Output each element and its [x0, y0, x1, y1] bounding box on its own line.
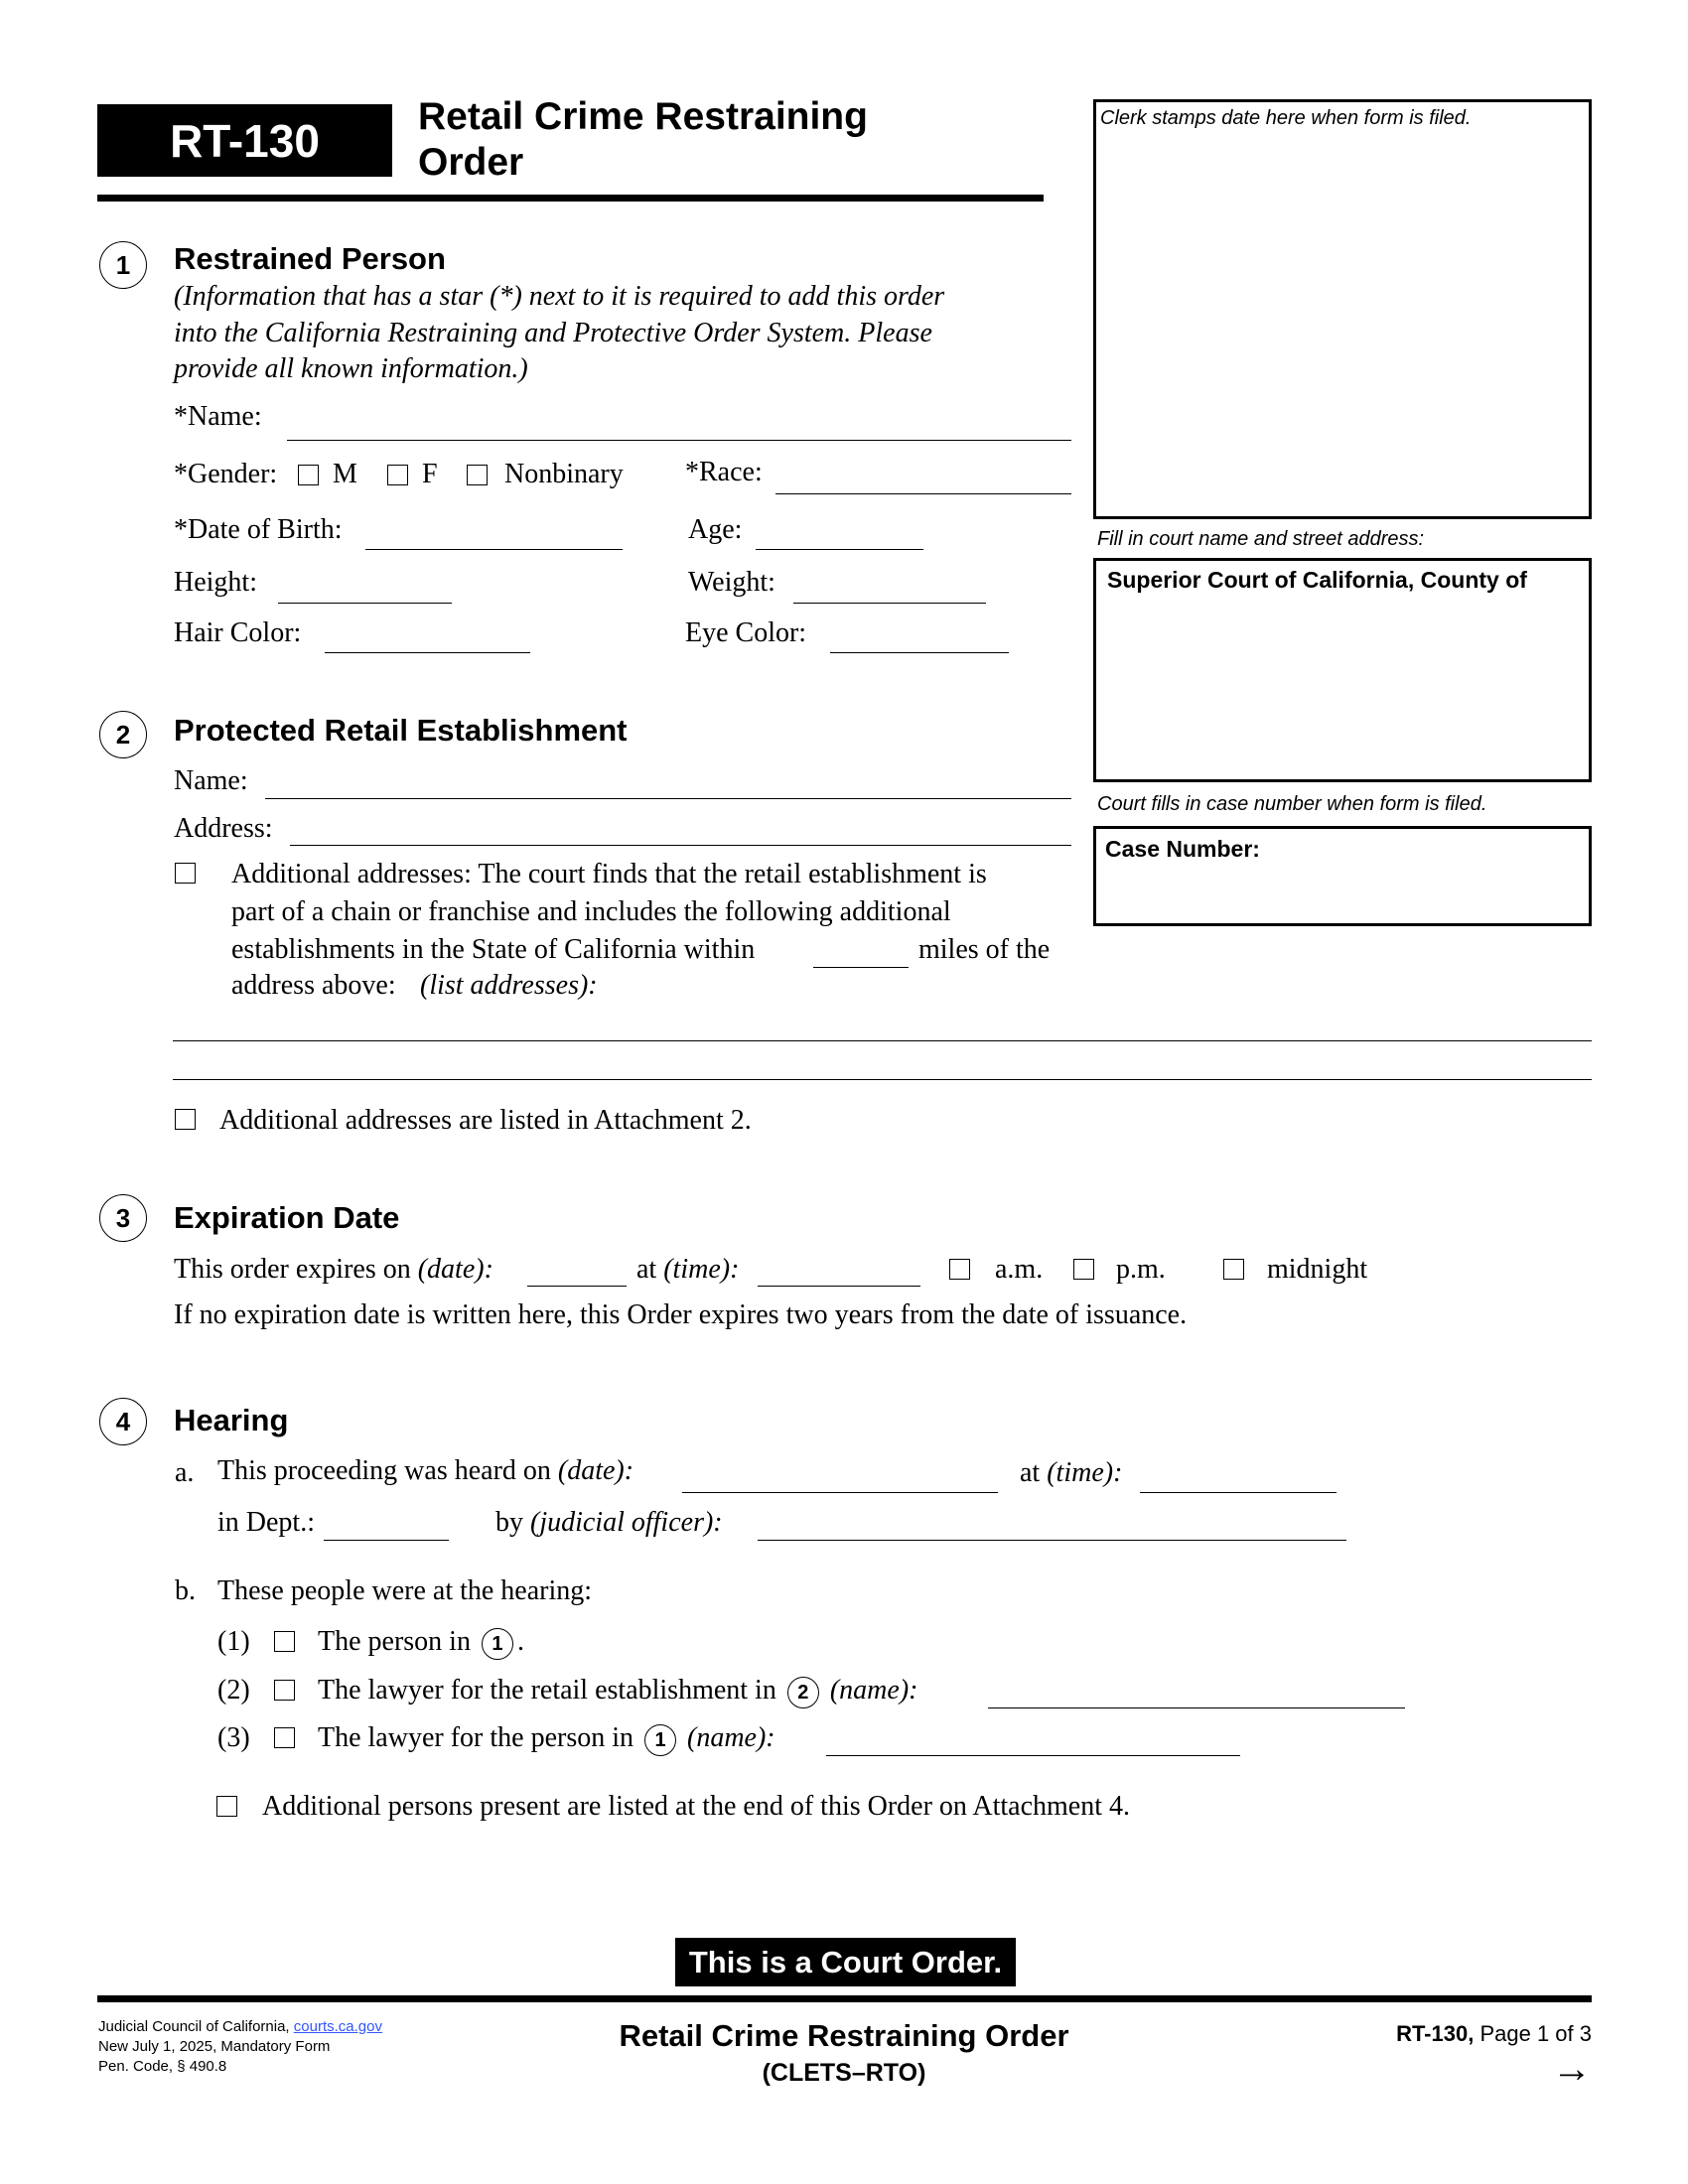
gender-label: *Gender: [174, 459, 278, 489]
additional-addresses-text: part of a chain or franchise and includes the following additional [231, 896, 951, 927]
additional-addresses-text: address above: [231, 970, 396, 1001]
by-label: by [495, 1507, 523, 1538]
race-field[interactable] [775, 493, 1071, 494]
expires-label: This order expires on [174, 1254, 411, 1285]
additional-addresses-text: establishments in the State of California within [231, 934, 756, 965]
item-a-marker: a. [175, 1457, 195, 1488]
at-label: at [1020, 1457, 1041, 1488]
am-checkbox[interactable] [949, 1259, 970, 1280]
attachment-4-checkbox[interactable] [216, 1796, 237, 1817]
time-label: (time): [663, 1254, 740, 1285]
form-id-badge [97, 104, 392, 177]
name-label: *Name: [174, 401, 262, 432]
attachment-2-text: Additional addresses are listed in Attachment 2. [219, 1105, 752, 1136]
dob-field[interactable] [365, 549, 623, 550]
footer-date: New July 1, 2025, Mandatory Form [98, 2038, 331, 2055]
miles-field[interactable] [813, 967, 909, 968]
attachment-2-checkbox[interactable] [175, 1109, 196, 1130]
attachment-4-text: Additional persons present are listed at the end of this Order on Attachment 4. [262, 1791, 1131, 1822]
heard-on-text [217, 1457, 633, 1485]
hearing-time-field[interactable] [1140, 1492, 1336, 1493]
midnight-label: midnight [1267, 1254, 1368, 1285]
date-label: (date): [417, 1254, 493, 1285]
additional-addresses-checkbox[interactable] [175, 863, 196, 884]
footer-title: Retail Crime Restraining Order [619, 2018, 1069, 2053]
person-lawyer-label: The lawyer for the person in [318, 1722, 633, 1753]
person-present-text: The person in 1 . [318, 1625, 524, 1660]
section-4-title: Hearing [174, 1403, 289, 1437]
footer-rule [97, 1995, 1592, 2002]
heard-on-label: This proceeding was heard on [217, 1455, 551, 1486]
person-present-checkbox[interactable] [274, 1631, 295, 1652]
section-2-title: Protected Retail Establishment [174, 713, 628, 748]
section-2-number: 2 [99, 711, 147, 758]
name-field[interactable] [287, 440, 1071, 441]
gender-f-checkbox[interactable] [387, 465, 408, 485]
section-1-note: provide all known information.) [174, 353, 528, 384]
judicial-officer-field[interactable] [758, 1540, 1346, 1541]
next-page-arrow-icon[interactable]: → [1552, 2047, 1592, 2091]
section-3-number: 3 [99, 1194, 147, 1242]
additional-addresses-text: Additional addresses: The court finds that the retail establishment is [231, 859, 987, 889]
person-1-number: (1) [217, 1626, 250, 1657]
person-2-number: (2) [217, 1675, 250, 1706]
weight-field[interactable] [793, 603, 986, 604]
section-ref-2: 2 [787, 1677, 819, 1708]
gender-m-checkbox[interactable] [298, 465, 319, 485]
expiration-time-field[interactable] [758, 1286, 920, 1287]
expiration-note: If no expiration date is written here, this Order expires two years from the date of issuance. [174, 1299, 1188, 1330]
expires-text [174, 1256, 493, 1284]
court-name-hint: Fill in court name and street address: [1097, 528, 1425, 550]
establishment-address-label: Address: [174, 813, 273, 844]
hair-color-label: Hair Color: [174, 617, 302, 648]
address-list-line[interactable] [173, 1079, 1592, 1080]
dept-field[interactable] [324, 1540, 449, 1541]
footer-code: Pen. Code, § 490.8 [98, 2058, 227, 2075]
page-number: Page 1 of 3 [1479, 2021, 1592, 2046]
name-label: (name): [687, 1722, 775, 1753]
race-label: *Race: [685, 457, 763, 487]
footer-form-id: RT-130, [1396, 2021, 1475, 2046]
section-1-note: into the California Restraining and Protective Order System. Please [174, 318, 932, 348]
present-heading: These people were at the hearing: [217, 1575, 593, 1606]
person-lawyer-checkbox[interactable] [274, 1727, 295, 1748]
hair-color-field[interactable] [325, 652, 530, 653]
person-lawyer-name-field[interactable] [826, 1755, 1240, 1756]
court-name-label: Superior Court of California, County of [1107, 567, 1527, 593]
case-number-box[interactable] [1093, 826, 1592, 926]
section-1-note: (Information that has a star (*) next to it is required to add this order [174, 281, 945, 312]
age-field[interactable] [756, 549, 923, 550]
establishment-name-label: Name: [174, 765, 248, 796]
officer-text [495, 1509, 723, 1537]
pm-checkbox[interactable] [1073, 1259, 1094, 1280]
court-name-box[interactable] [1093, 558, 1592, 782]
form-id: RT-130 [170, 114, 320, 167]
section-1-title: Restrained Person [174, 241, 446, 276]
establishment-lawyer-label: The lawyer for the retail establishment in [318, 1675, 776, 1706]
footer-subtitle: (CLETS–RTO) [762, 2059, 926, 2087]
hearing-date-field[interactable] [682, 1492, 998, 1493]
expires-at [636, 1256, 739, 1284]
dob-label: *Date of Birth: [174, 514, 343, 545]
clerk-stamp-box [1093, 99, 1592, 519]
council-label: Judicial Council of California, [98, 2018, 290, 2035]
gender-f-label: F [422, 459, 438, 489]
establishment-lawyer-name-field[interactable] [988, 1707, 1405, 1708]
gender-nonbinary-label: Nonbinary [504, 459, 624, 489]
case-number-label: Case Number: [1105, 836, 1260, 862]
gender-nonbinary-checkbox[interactable] [467, 465, 488, 485]
at-label: at [636, 1254, 657, 1285]
eye-color-label: Eye Color: [685, 617, 807, 648]
expiration-date-field[interactable] [527, 1286, 627, 1287]
additional-addresses-text: (list addresses): [420, 970, 598, 1001]
person-3-number: (3) [217, 1722, 250, 1753]
case-number-hint: Court fills in case number when form is filed. [1097, 793, 1487, 815]
establishment-name-field[interactable] [265, 798, 1071, 799]
person-present-label: The person in [318, 1626, 471, 1657]
establishment-lawyer-checkbox[interactable] [274, 1680, 295, 1701]
eye-color-field[interactable] [830, 652, 1009, 653]
section-1-number: 1 [99, 241, 147, 289]
person-lawyer-text [318, 1721, 775, 1756]
section-3-title: Expiration Date [174, 1200, 400, 1235]
midnight-checkbox[interactable] [1223, 1259, 1244, 1280]
height-field[interactable] [278, 603, 452, 604]
section-4-number: 4 [99, 1398, 147, 1445]
pm-label: p.m. [1116, 1254, 1166, 1285]
form-title-line1: Retail Crime Restraining [418, 95, 868, 138]
section-ref-1: 1 [482, 1628, 513, 1660]
height-label: Height: [174, 567, 257, 598]
officer-label: (judicial officer): [530, 1507, 723, 1538]
court-order-banner [675, 1938, 1016, 1986]
item-b-marker: b. [175, 1575, 196, 1606]
courts-link[interactable]: courts.ca.gov [293, 2018, 382, 2035]
header-rule [97, 195, 1044, 202]
additional-addresses-text: miles of the [918, 934, 1051, 965]
am-label: a.m. [995, 1254, 1044, 1285]
footer-page-info [1396, 2023, 1592, 2045]
court-order-text: This is a Court Order. [688, 1944, 1003, 1979]
name-label: (name): [829, 1675, 918, 1706]
age-label: Age: [688, 514, 743, 545]
address-list-line[interactable] [173, 1040, 1592, 1041]
clerk-stamp-label: Clerk stamps date here when form is filed. [1100, 107, 1472, 129]
time-label: (time): [1047, 1457, 1123, 1488]
dept-label: in Dept.: [217, 1507, 315, 1538]
establishment-lawyer-text [318, 1674, 917, 1708]
weight-label: Weight: [688, 567, 775, 598]
form-title-line2: Order [418, 141, 524, 184]
section-ref-1: 1 [644, 1724, 676, 1756]
hearing-at-text [1020, 1459, 1122, 1487]
date-label: (date): [557, 1455, 634, 1486]
establishment-address-field[interactable] [290, 845, 1071, 846]
gender-m-label: M [333, 459, 357, 489]
